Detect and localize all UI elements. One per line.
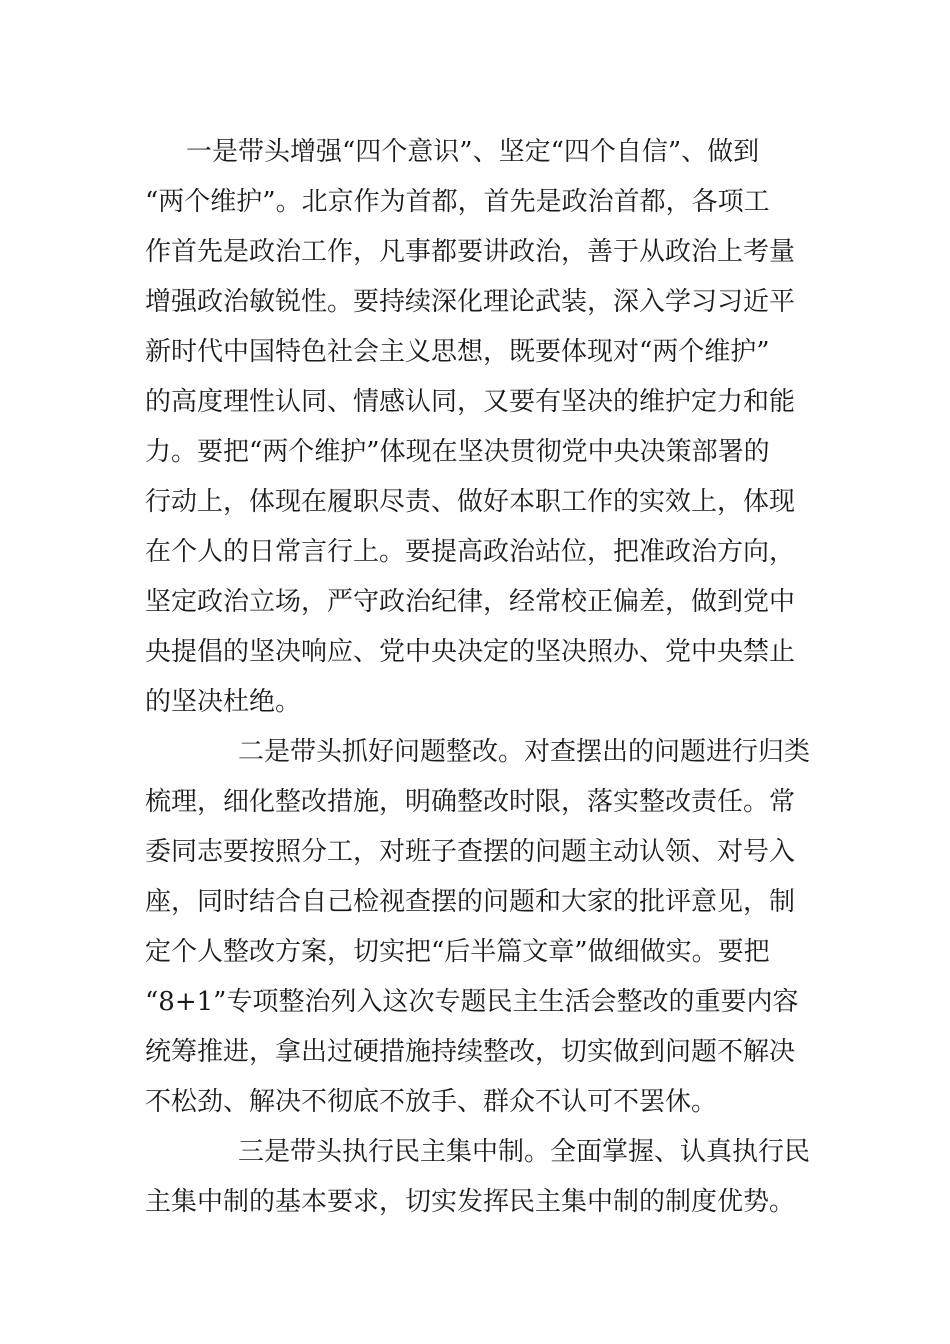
paragraph-1-line-5: 新时代中国特色社会主义思想，既要体现对“两个维护” [145,337,770,367]
paragraph-1-line-1: 一是带头增强“四个意识”、坚定“四个自信”、做到 [186,137,760,167]
paragraph-1-line-4: 增强政治敏锐性。要持续深化理论武装，深入学习习近平 [145,287,796,317]
paragraph-1-line-8: 行动上，体现在履职尽责、做好本职工作的实效上，体现 [145,487,796,517]
paragraph-1-line-10: 坚定政治立场，严守政治纪律，经常校正偏差，做到党中 [145,587,796,617]
paragraph-1-line-12: 的坚决杜绝。 [145,687,302,717]
paragraph-3-line-2: 主集中制的基本要求，切实发挥民主集中制的制度优势。 [145,1187,796,1217]
paragraph-2-line-6: “8+1”专项整治列入这次专题民主生活会整改的重要内容 [145,987,799,1017]
paragraph-1-line-6: 的高度理性认同、情感认同，又要有坚决的维护定力和能 [145,387,796,417]
paragraph-2-line-3: 委同志要按照分工，对班子查摆的问题主动认领、对号入 [145,837,796,867]
paragraph-1-line-7: 力。要把“两个维护”体现在坚决贯彻党中央决策部署的 [145,437,770,467]
paragraph-1-line-2: “两个维护”。北京作为首都，首先是政治首都，各项工 [145,187,770,217]
paragraph-2-line-2: 梳理，细化整改措施，明确整改时限，落实整改责任。常 [145,787,796,817]
paragraph-2-line-8: 不松劲、解决不彻底不放手、群众不认可不罢休。 [145,1087,718,1117]
paragraph-1-line-3: 作首先是政治工作，凡事都要讲政治，善于从政治上考量 [145,237,796,267]
paragraph-2-line-1: 二是带头抓好问题整改。对查摆出的问题进行归类 [238,737,811,767]
paragraph-2-line-4: 座，同时结合自己检视查摆的问题和大家的批评意见，制 [145,887,796,917]
paragraph-1-line-11: 央提倡的坚决响应、党中央决定的坚决照办、党中央禁止 [145,637,796,667]
paragraph-2-line-5: 定个人整改方案，切实把“后半篇文章”做细做实。要把 [145,937,770,967]
paragraph-2-line-7: 统筹推进，拿出过硬措施持续整改，切实做到问题不解决 [145,1037,796,1067]
paragraph-3-line-1: 三是带头执行民主集中制。全面掌握、认真执行民 [238,1137,811,1167]
paragraph-1-line-9: 在个人的日常言行上。要提高政治站位，把准政治方向， [145,537,796,567]
